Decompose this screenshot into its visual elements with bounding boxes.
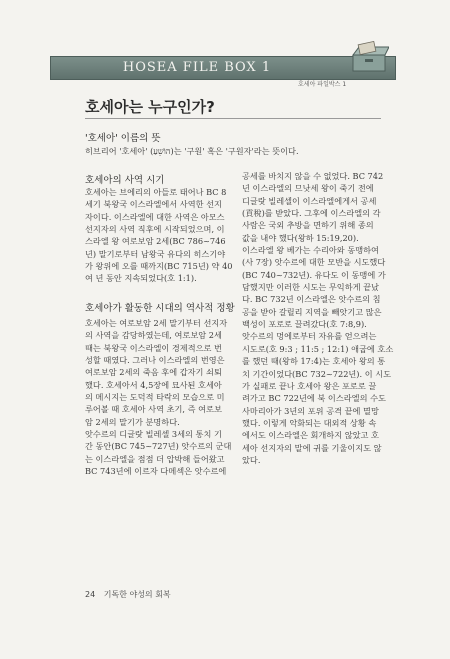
text-line: 간 동안(BC 745~727년) 앗수르의 군대 [85,441,232,452]
text-line: 값을 내야 했다(왕하 15:19,20). [242,232,359,243]
text-line: 했다. 호세아서 4,5장에 묘사된 호세아 [85,379,222,390]
text-line: 앗수르의 디글랏 빌레셀 3세의 통치 기 [85,429,222,440]
heading-rule [85,118,381,119]
text-line: 담했지만 이러한 시도는 무익하게 끝났 [242,282,379,293]
text-line: (BC 740~732년). 유다도 이 동맹에 가 [242,269,386,280]
text-line: 여로보암 2세의 죽음 후에 갑자기 쇠퇴 [85,367,222,378]
text-line: 디글랏 빌레셀이 이스라엘에게서 공세 [242,195,377,206]
section-background-title: 호세아가 활동한 시대의 역사적 정황 [85,303,235,314]
text-line: 루어볼 때 호세아 사역 초기, 즉 여로보 [85,404,222,415]
text-line: 사마리아가 3년의 포위 공격 끝에 멸망 [242,405,379,416]
text-line: (貢稅)를 받았다. 그후에 이스라엘의 각 [242,208,381,219]
text-line: 공을 받아 갈릴리 지역을 빼앗기고 많은 [242,306,382,317]
text-line: 공세를 바치지 않을 수 없었다. BC 742 [242,171,384,181]
text-line: 앗수르의 멍에로부터 자유를 얻으려는 [242,331,377,342]
text-line: 선지자의 사역 직후에 시작되었으며, 이 [85,224,225,235]
text-line: 가 실패로 끝나 호세아 왕은 포로로 끌 [242,380,377,391]
text-line: 았다. [242,454,261,465]
text-line: 다. BC 732년 이스라엘은 앗수르의 침 [242,294,381,305]
text-line: 호세아는 브에리의 아들로 태어나 BC 8 [85,187,227,197]
page-footer [85,589,171,600]
section-background-text [85,317,232,477]
text-line: 호세아는 여로보암 2세 말기부터 선지자 [85,318,228,328]
banner-subtitle: 호세아 파일박스 1 [298,81,347,88]
section-period-title: 호세아의 사역 시기 [85,175,165,186]
text-line: 이스라엘 왕 베가는 수리아와 동맹하여 [242,245,379,256]
section-period-text [85,186,233,285]
text-line: 를 했던 때(왕하 17:4)는 호세아 왕의 통 [242,356,386,367]
banner-title: HOSEA FILE BOX 1 [122,60,272,75]
book-box-icon [349,41,389,73]
right-column-text [242,170,394,466]
text-line: 치 기간이었다(BC 732~722년). 이 시도 [242,368,392,379]
text-line: 세기 북왕국 이스라엘에서 사역한 선지 [85,199,222,210]
page-heading: 호세아는 누구인가? [85,98,215,116]
text-line: 의 사역을 감당하였는데, 여로보암 2세 [85,330,222,341]
text-line: 년) 말기로부터 남왕국 유다의 히스기야 [85,248,226,259]
text-line: BC 743년에 이르자 다메섹은 앗수르에 [85,466,227,477]
text-line: 백성이 포로로 끌려갔다(호 7:8,9). [242,319,367,330]
text-line: 자이다. 이스라엘에 대한 사역은 아모스 [85,211,225,222]
running-title: 기독한 야성의 회복 [103,590,171,599]
text-line: 에서도 이스라엘은 회개하지 않았고 호 [242,430,379,441]
text-line: 의 메시지는 도덕적 타락의 모습으로 미 [85,392,225,403]
text-line: 세아 선지자의 말에 귀를 기울이지도 않 [242,442,382,453]
text-line: 히브리어 '호세아' (הוֹשֵׁעַ)는 '구원' 혹은 '구원자'라는 뜻이다. [85,146,299,156]
text-line: 했다. 이렇게 악화되는 대외적 상황 속 [242,417,377,428]
text-line: 년 이스라엘의 므낫세 왕이 죽기 전에 [242,183,374,194]
text-line: 성할 때였다. 그러나 이스라엘의 번영은 [85,355,225,366]
text-line: 가 왕위에 오를 때까지(BC 715년) 약 40 [85,261,233,272]
text-line: 사람은 국외 추방을 면하기 위해 종의 [242,220,374,231]
text-line: 스라엘 왕 여로보암 2세(BC 786~746 [85,236,226,247]
text-line: 려가고 BC 722년에 북 이스라엘의 수도 [242,393,386,404]
section-name-text [85,145,299,157]
text-line: 때는 북왕국 이스라엘이 경제적으로 번 [85,342,222,353]
text-line: 여 년 동안 지속되었다(호 1:1). [85,273,197,284]
file-box-banner [50,56,396,80]
text-line: (사 7장) 앗수르에 대한 모반을 시도했다 [242,257,386,268]
text-line: 는 이스라엘을 점점 더 압박해 들어왔고 [85,453,225,464]
text-line: 암 2세의 말기가 분명하다. [85,416,180,427]
section-name-title: '호세아' 이름의 뜻 [85,133,161,144]
page-number: 24 [85,590,96,599]
text-line: 시도로(호 9:3 ; 11:5 ; 12:1) 애굽에 호소 [242,343,394,354]
